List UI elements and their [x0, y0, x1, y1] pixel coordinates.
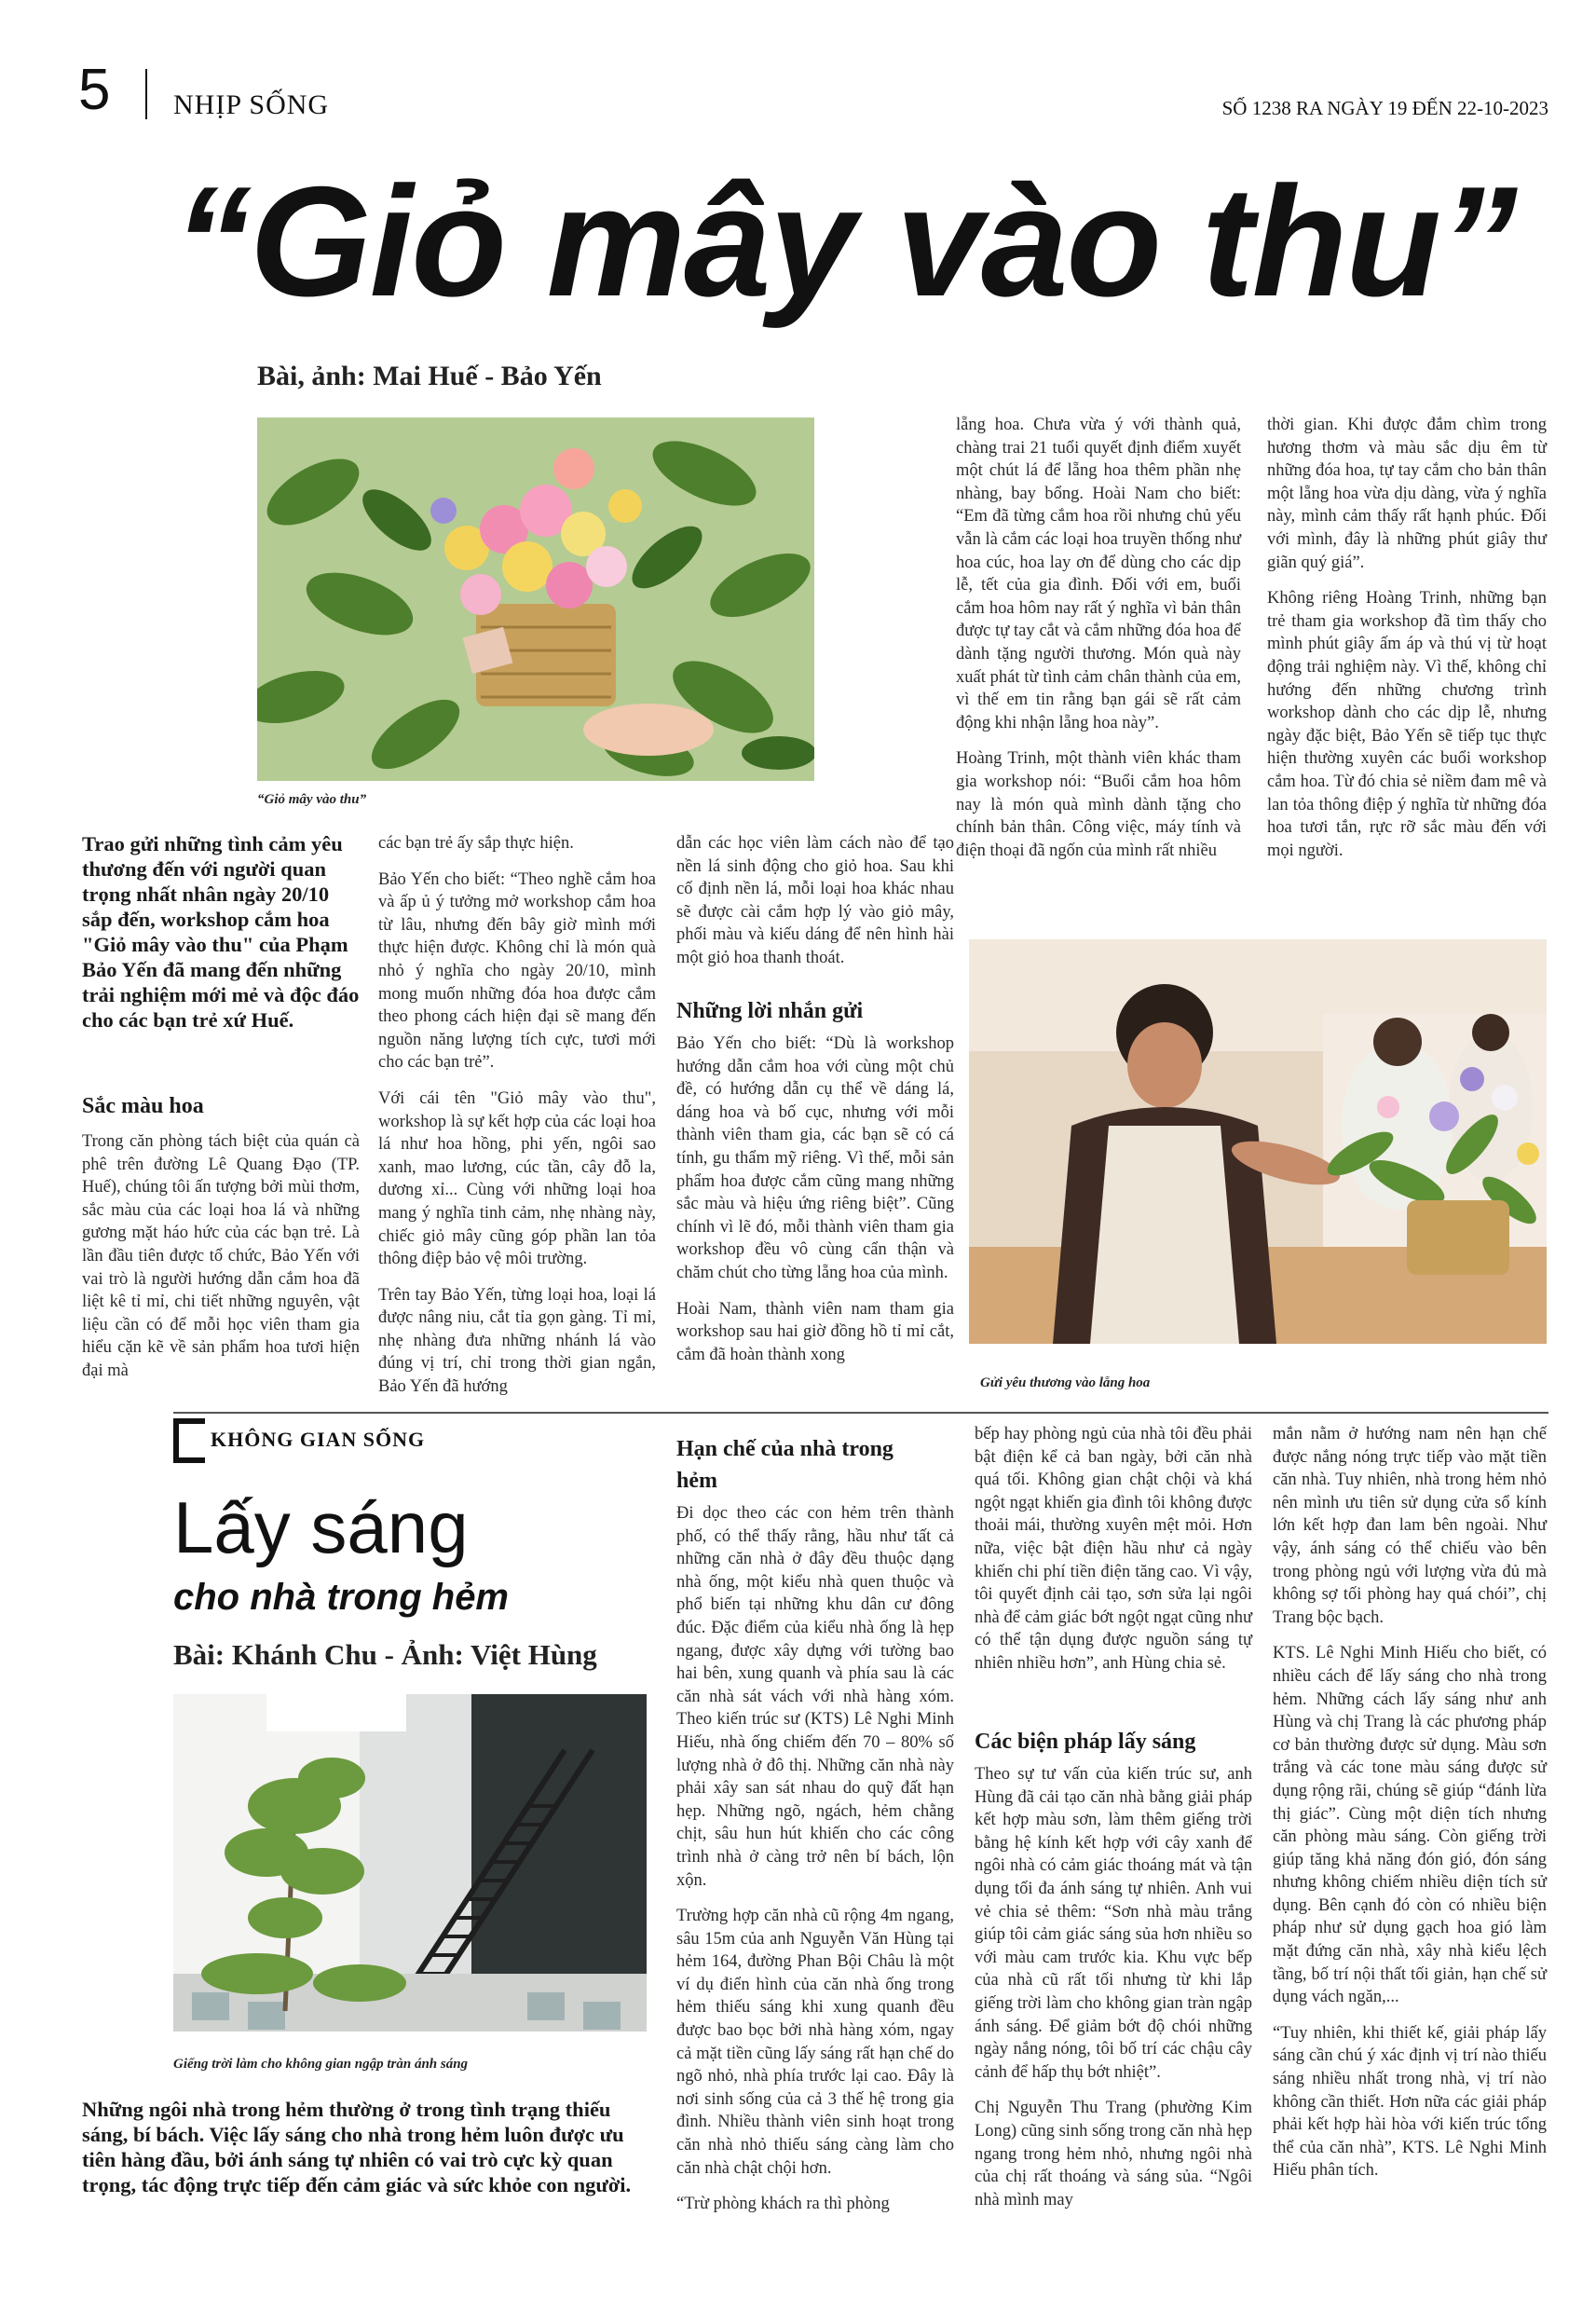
- paragraph: thời gian. Khi được đắm chìm trong hương thơm và màu sắc dịu êm từ những đóa hoa, tự tay cắm cho bản thân một lẵng hoa vừa dịu dàng, vừa ý nghĩa này, mình cảm thấy rất hạnh phúc. Đối với mình, đây là những phút giây thư giãn quý giá”.: [1267, 416, 1547, 572]
- article1-title: “Giỏ mây vào thu”: [173, 154, 1516, 329]
- paragraph: dẫn các học viên làm cách nào để tạo nền lá sinh động cho giỏ hoa. Sau khi cố định nền lá, mỗi loại hoa khác nhau sẽ được cài cắm hợp lý vào giỏ mây, phối màu và kiếu dáng để nên hình hài một giỏ hoa thanh thoát.: [676, 834, 954, 967]
- header-divider: [145, 69, 147, 119]
- photo2-caption: Gửi yêu thương vào lẵng hoa: [980, 1375, 1151, 1390]
- article1-subhead-2: Những lời nhắn gửi: [676, 999, 864, 1023]
- article1-col3a: [676, 832, 954, 983]
- article1-col4: [956, 414, 1241, 875]
- paragraph: Hoàng Trinh, một thành viên khác tham gia workshop nói: “Buổi cắm hoa hôm nay là món quà mình dành tặng cho chính bản thân. Công việc, máy tính và điện thoại đã ngốn của mình rất nhiều: [956, 749, 1241, 860]
- paragraph: “Tuy nhiên, khi thiết kế, giải pháp lấy sáng cần chú ý xác định vị trí nào thiếu sáng nhiều nhất trong nhà, vị trí nào không cần thiết. Hơn nữa các giải pháp phải kết hợp hài hòa với kiến trúc tổng thể của căn nhà”, KTS. Lê Nghi Minh Hiếu phân tích.: [1273, 2023, 1547, 2181]
- section-tag-box: [173, 1418, 205, 1463]
- skylight-house-photo: [173, 1694, 647, 2032]
- article1-col3b: [676, 1033, 954, 1379]
- flower-basket-photo: [257, 417, 814, 781]
- paragraph: KTS. Lê Nghi Minh Hiếu cho biết, có nhiều cách để lấy sáng cho nhà trong hẻm. Những cách lấy sáng như anh Hùng và chị Trang là các phương pháp cơ bản thường được sử dụng. Màu sơn trắng và các tone màu sáng được sử dụng rộng rãi, chúng sẽ giúp “đánh lừa thị giác”. Cùng một diện tích nhưng căn phòng màu sáng. Còn giếng trời giúp tăng khả năng đón gió, đón sáng nhưng không chiếm nhiều diện tích sử dụng. Bên cạnh đó còn có nhiều biện pháp như sử dụng gạch hoa gió làm mặt đứng căn nhà, xây nhà kiểu lệch tầng, bố trí nội thất tối giản, hạn chế sử dụng vách ngăn,...: [1273, 1644, 1547, 2007]
- article2-title-line1: Lấy sáng: [173, 1486, 469, 1568]
- paragraph: Chị Nguyễn Thu Trang (phường Kim Long) cũng sinh sống trong căn nhà hẹp ngang trong hẻm nhỏ, nhưng ngôi nhà của chị rất thoáng và sáng sủa. “Ngôi nhà mình may: [975, 2099, 1252, 2209]
- paragraph: mắn nằm ở hướng nam nên hạn chế được nắng nóng trực tiếp vào mặt tiền căn nhà. Tuy nhiên, nhà trong hẻm nhỏ nên mình ưu tiên sử dụng cửa sổ kính lớn kết hợp đan lam bên ngoài. Như vậy, ánh sáng có thể chiếu vào bên trong phòng ngủ với lượng vừa đủ mà không sợ tối phòng hay quá chói”, chị Trang bộc bạch.: [1273, 1425, 1547, 1627]
- paragraph: Trong căn phòng tách biệt của quán cà phê trên đường Lê Quang Đạo (TP. Huế), chúng tôi ấn tượng bởi mùi thơm, sắc màu của các loại hoa lá và những gương mặt háo hức của các bạn trẻ. Là lần đầu tiên được tổ chức, Bảo Yến với vai trò là người hướng dẫn cắm hoa đã liệt kê tỉ mỉ, chi tiết những nguyên, vật liệu cần có để mỗi học viên tham gia hiểu cặn kẽ về sản phẩm hoa tươi hiện đại mà: [82, 1132, 360, 1380]
- article2-subhead-1: Hạn chế của nhà trong hẻm: [676, 1437, 893, 1493]
- paragraph: lẵng hoa. Chưa vừa ý với thành quả, chàng trai 21 tuổi quyết định điểm xuyết một chút lá để lẵng hoa thêm phần nhẹ nhàng, bay bổng. Hoài Nam cho biết: “Em đã từng cắm hoa rồi nhưng chủ yếu vẫn là cắm các loại hoa truyền thống như hoa cúc, hoa lay ơn để dùng cho các dịp lễ, tết của gia đình. Đối với em, buổi cắm hoa hôm nay rất ý nghĩa vì bản thân được tự tay cắt và cắm những đóa hoa để dành tặng người thương. Món quà này xuất phát từ tình cảm chân thành của em, vì thế em tin rằng bạn gái sẽ rất cảm động khi nhận lẵng hoa này”.: [956, 416, 1241, 732]
- article2-col3: [1273, 1423, 1547, 2196]
- article1-col1: [82, 1130, 360, 1396]
- paragraph: Bảo Yến cho biết: “Dù là workshop hướng dẫn cắm hoa với cùng một chủ đề, có hướng dẫn cụ thể về dáng lá, dáng hoa và bố cục, nhưng với mỗi thành viên tham gia, các bạn sẽ có cá tính, gu thẩm mỹ riêng. Vì thế, mỗi sản phẩm hoa được cắm cũng mang những sắc màu và hiệu ứng riêng biệt”. Cũng chính vì lẽ đó, mỗi thành viên tham gia workshop đều vô cùng cẩn thận và chăm chút cho từng lẵng hoa của mình.: [676, 1034, 954, 1282]
- article2-col2b: [975, 1763, 1252, 2224]
- paragraph: “Trừ phòng khách ra thì phòng: [676, 2195, 890, 2214]
- paragraph: bếp hay phòng ngủ của nhà tôi đều phải bật điện kể cả ban ngày, bởi căn nhà quá tối. Không gian chật chội và khá ngột ngạt khiến gia đình tôi không được thoải mái, thường xuyên mệt mỏi. Hơn nữa, việc bật điện hầu như cả ngày khiến chi phí tiền điện tăng cao. Vì vậy, tôi quyết định cải tạo, sơn sửa lại ngôi nhà để cảm giác bớt ngột ngạt cũng như có thể tận dụng được nguồn sáng tự nhiên nhiều hơn”, anh Hùng chia sẻ.: [975, 1425, 1252, 1673]
- issue-info: SỐ 1238 RA NGÀY 19 ĐẾN 22-10-2023: [1221, 97, 1548, 119]
- article1-lead: Trao gửi những tình cảm yêu thương đến với người quan trọng nhất nhân ngày 20/10 sắp đến, workshop cắm hoa "Giỏ mây vào thu" của Phạm Bảo Yến đã mang đến những trải nghiệm mới mẻ và độc đáo cho các bạn trẻ xứ Huế.: [82, 832, 360, 1032]
- article2-lead: Những ngôi nhà trong hẻm thường ở trong tình trạng thiếu sáng, bí bách. Việc lấy sáng cho nhà trong hẻm luôn được ưu tiên hàng đầu, bởi ánh sáng tự nhiên có vai trò cực kỳ quan trọng, tác động trực tiếp đến cảm giác và sức khỏe con người.: [82, 2098, 632, 2196]
- section-name: NHỊP SỐNG: [173, 89, 330, 120]
- article1-col5: [1267, 414, 1547, 875]
- article1-subhead-1: Sắc màu hoa: [82, 1094, 204, 1118]
- paragraph: Đi dọc theo các con hẻm trên thành phố, có thể thấy rằng, hầu như tất cả những căn nhà ở đây đều thuộc dạng nhà ống, một kiểu nhà quen thuộc và phổ biến tại những khu dân cư đông đúc. Đặc điểm của kiểu nhà ống là hẹp ngang, được xây dựng với tường bao hai bên, xung quanh và phía sau là các căn nhà sát vách với nhà hàng xóm. Theo kiến trúc sư (KTS) Lê Nghi Minh Hiếu, nhà ống chiếm đến 70 – 80% số lượng nhà ở đô thị. Những căn nhà này phải xây san sát nhau do quỹ đất hạn hẹp. Những ngõ, ngách, hẻm chằng chịt, sâu hun hút khiến cho các công trình nhà ở càng trở nên bí bách, lộn xộn.: [676, 1504, 954, 1890]
- article1-byline: Bài, ảnh: Mai Huế - Bảo Yến: [257, 361, 602, 391]
- photo3-caption: Giếng trời làm cho không gian ngập tràn ánh sáng: [173, 2057, 469, 2072]
- article1-col2: [378, 832, 656, 1412]
- section-tag: KHÔNG GIAN SỐNG: [211, 1428, 426, 1451]
- article2-byline: Bài: Khánh Chu - Ảnh: Việt Hùng: [173, 1638, 597, 1671]
- paragraph: các bạn trẻ ấy sắp thực hiện.: [378, 834, 574, 853]
- paragraph: Theo sự tư vấn của kiến trúc sư, anh Hùng đã cải tạo căn nhà bằng giải pháp kết hợp màu sơn, làm thêm giếng trời bằng hệ kính kết hợp với cây xanh để ngôi nhà có cảm giác thoáng mát và tận dụng tối đa ánh sáng tự nhiên. Anh vui vẻ chia sẻ thêm: “Sơn nhà màu trắng giúp tôi cảm giác sáng sủa hơn nhiều so với màu cam trước kia. Khu vực bếp của nhà cũ rất tối nhưng từ khi lắp giếng trời làm cho không gian tràn ngập ánh sáng. Để giảm bớt độ chói những ngày nắng nóng, tôi bố trí các chậu cây cảnh để hấp thụ bớt nhiệt”.: [975, 1765, 1252, 2082]
- paragraph: Với cái tên "Giỏ mây vào thu", workshop là sự kết hợp của các loại hoa lá như hoa hồng, phi yến, ngôi sao xanh, mao lương, cúc tần, cây đỗ la, dương xỉ... Cùng với những loại hoa mang ý nghĩa tinh cảm, nhẹ nhàng này, chiếc giỏ mây cũng góp phần lan tỏa thông điệp bảo vệ môi trường.: [378, 1088, 656, 1269]
- paragraph: Hoài Nam, thành viên nam tham gia workshop sau hai giờ đồng hồ tỉ mỉ cắt, cắm đã hoàn thành xong: [676, 1299, 954, 1364]
- article2-col2a: [975, 1423, 1252, 1689]
- paragraph: Bảo Yến cho biết: “Theo nghề cắm hoa và ấp ủ ý tưởng mở workshop cắm hoa từ lâu, nhưng đến bây giờ mình mới thực hiện được. Không chỉ là món quà nhỏ ý nghĩa cho ngày 20/10, mình mong muốn những đóa hoa được cắm theo phong cách hiện đại sẽ mang đến nguồn năng lượng tích cực, tươi mới cho các bạn trẻ”.: [378, 869, 656, 1073]
- workshop-photo: [969, 939, 1547, 1344]
- page-number: 5: [78, 58, 111, 122]
- article2-title-line2: cho nhà trong hẻm: [173, 1577, 509, 1618]
- article-divider: [173, 1412, 1548, 1414]
- article2-col1: [676, 1502, 954, 2229]
- paragraph: Trên tay Bảo Yến, từng loại hoa, loại lá được nâng niu, cắt tỉa gọn gàng. Tỉ mỉ, nhẹ nhàng đưa những nhánh lá vào đúng vị trí, chỉ trong thời gian ngắn, Bảo Yến đã hướng: [378, 1285, 656, 1397]
- paragraph: Trường hợp căn nhà cũ rộng 4m ngang, sâu 15m của anh Nguyễn Văn Hùng tại hẻm 164, đường Phan Bội Châu là một ví dụ điển hình của căn nhà ống trong hẻm thiếu sáng khi xung quanh đều được bao bọc bởi nhà hàng xóm, ngay cả mặt tiền cũng lấy sáng rất hạn chế do ngõ nhỏ, nhà phía trước lại cao. Đây là nơi sinh sống của cả 3 thế hệ trong gia đình. Nhiều thành viên sinh hoạt trong căn nhà nhỏ thiếu sáng càng làm cho căn nhà chật chội hơn.: [676, 1907, 954, 2178]
- article2-subhead-2: Các biện pháp lấy sáng: [975, 1730, 1196, 1754]
- paragraph: Không riêng Hoàng Trinh, những bạn trẻ tham gia workshop đã tìm thấy cho mình phút giây ấm áp và thú vị từ hoạt động trải nghiệm này. Vì thế, không chỉ hướng đến những chương trình workshop dành cho các dịp lễ, nhưng ngày đặc biệt, Bảo Yến sẽ tiếp tục thực hiện thường xuyên các buổi workshop cắm hoa. Từ đó chia sẻ niềm đam mê và lan tỏa thông điệp ý nghĩa từ những đóa hoa tươi tắn, rực rỡ sắc màu đến với mọi người.: [1267, 589, 1547, 860]
- photo1-caption: “Giỏ mây vào thu”: [257, 792, 367, 807]
